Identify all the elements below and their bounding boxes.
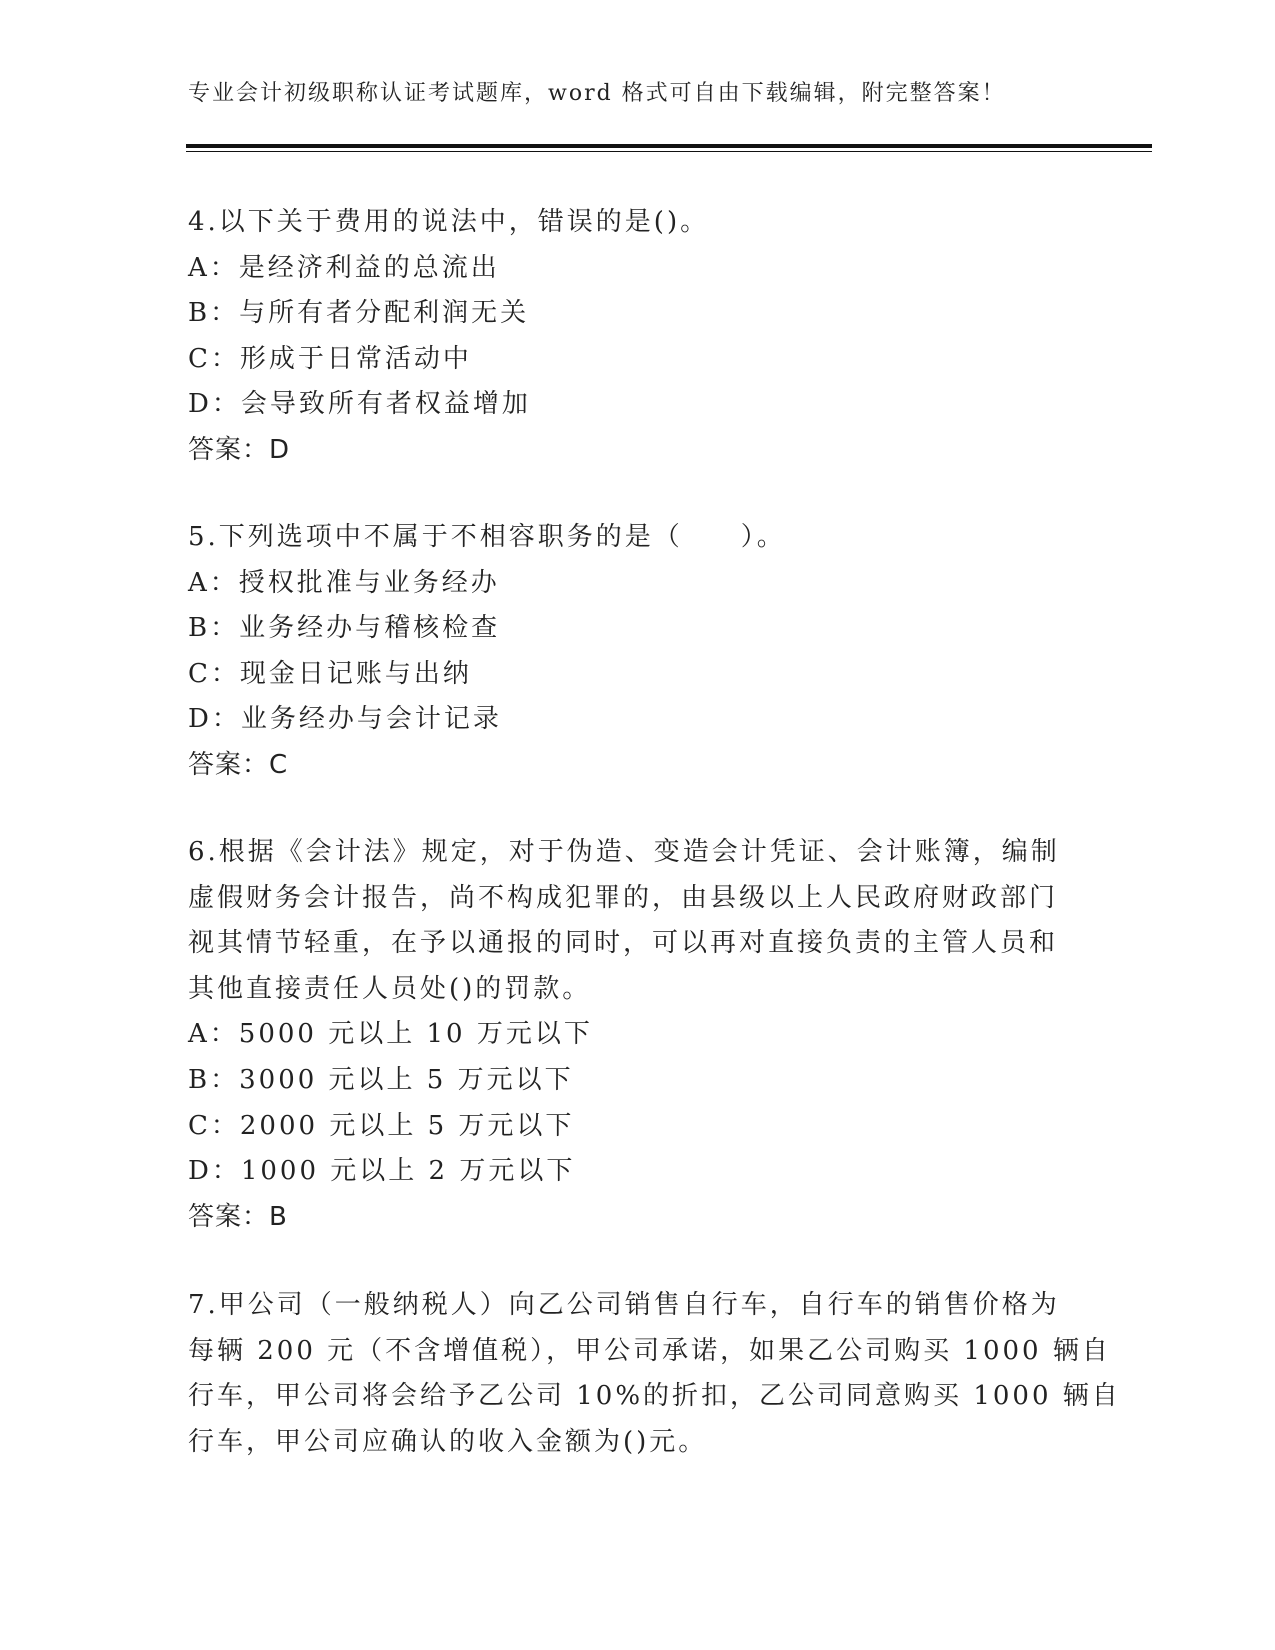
question-stem-line: 视其情节轻重，在予以通报的同时，可以再对直接负责的主管人员和: [188, 928, 1059, 959]
question-stem: 4.以下关于费用的说法中，错误的是()。: [188, 207, 710, 237]
question-stem-line: 6.根据《会计法》规定，对于伪造、变造会计凭证、会计账簿，编制: [188, 837, 1060, 867]
header-rule: [186, 144, 1152, 148]
option-b: B：业务经办与稽核检查: [188, 613, 501, 644]
answer: 答案：B: [188, 1201, 288, 1232]
option-c: C：2000 元以上 5 万元以下: [188, 1110, 575, 1141]
answer: 答案：C: [188, 749, 289, 780]
option-d: D：业务经办与会计记录: [188, 704, 502, 735]
question-stem: 5.下列选项中不属于不相容职务的是（ ）。: [188, 522, 786, 552]
question-stem-line: 每辆 200 元（不含增值税），甲公司承诺，如果乙公司购买 1000 辆自: [188, 1335, 1111, 1366]
answer: 答案：D: [188, 434, 291, 465]
question-5: [188, 515, 1068, 789]
option-b: B：与所有者分配利润无关: [188, 298, 530, 329]
question-stem-line: 其他直接责任人员处()的罚款。: [188, 973, 592, 1004]
option-c: C：形成于日常活动中: [188, 343, 472, 374]
option-a: A：是经济利益的总流出: [188, 252, 500, 283]
header-rule-thin: [186, 151, 1152, 152]
page-header: 专业会计初级职称认证考试题库，word 格式可自由下载编辑，附完整答案！: [188, 81, 1006, 106]
option-d: D：1000 元以上 2 万元以下: [188, 1156, 576, 1187]
option-d: D：会导致所有者权益增加: [188, 389, 531, 420]
question-4: [188, 200, 1068, 474]
question-7: [188, 1283, 1121, 1465]
option-b: B：3000 元以上 5 万元以下: [188, 1064, 574, 1095]
question-6: [188, 830, 1068, 1240]
question-stem-line: 行车，甲公司应确认的收入金额为()元。: [188, 1426, 708, 1457]
question-stem-line: 虚假财务会计报告，尚不构成犯罪的，由县级以上人民政府财政部门: [188, 882, 1059, 913]
option-a: A：5000 元以上 10 万元以下: [188, 1019, 593, 1050]
question-stem-line: 行车，甲公司将会给予乙公司 10%的折扣，乙公司同意购买 1000 辆自: [188, 1381, 1121, 1412]
question-stem-line: 7.甲公司（一般纳税人）向乙公司销售自行车，自行车的销售价格为: [188, 1290, 1060, 1320]
option-a: A：授权批准与业务经办: [188, 567, 500, 598]
option-c: C：现金日记账与出纳: [188, 658, 472, 689]
